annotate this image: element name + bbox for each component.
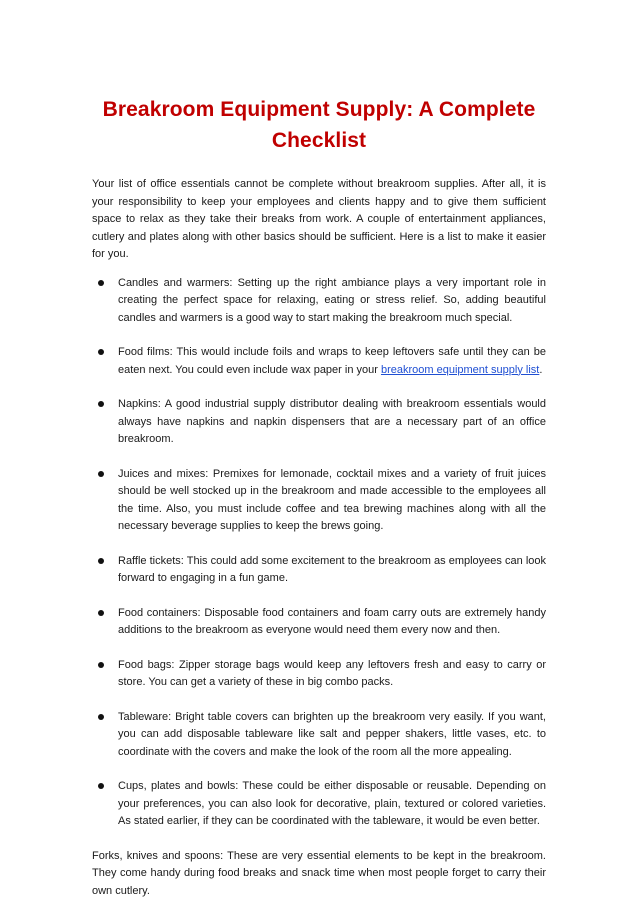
list-item (92, 344, 546, 379)
page-title: Breakroom Equipment Supply: A Complete Checklist (102, 98, 536, 152)
bullet-dot-icon (98, 610, 104, 616)
bullet-dot-icon (98, 349, 104, 355)
list-item-text: Napkins: A good industrial supply distributor dealing with breakroom essentials would always have napkins and napkin dispensers that are a necessary part of an office breakroom. (118, 398, 546, 445)
list-item (92, 778, 546, 831)
list-item (92, 396, 546, 449)
list-item-text: Food containers: Disposable food containers and foam carry outs are extremely handy additions to the breakroom as everyone would need them every now and then. (118, 606, 546, 636)
list-item-text: Candles and warmers: Setting up the right ambiance plays a very important role in creating the perfect space for relaxing, eating or stress relief. So, adding beautiful candles and warmers is a good way to start making the breakroom much special. (118, 276, 546, 324)
checklist (92, 275, 546, 831)
closing-paragraph: Forks, knives and spoons: These are very essential elements to be kept in the breakroom. They come handy during food breaks and snack time when most people forget to carry their own cutlery. (92, 849, 546, 897)
supply-list-link[interactable]: breakroom equipment supply list (380, 363, 540, 376)
list-item (92, 709, 546, 762)
list-item (92, 466, 546, 536)
bullet-dot-icon (98, 558, 104, 564)
bullet-dot-icon (98, 401, 104, 407)
list-item (92, 553, 546, 588)
list-item-text: Food films: This would include foils and wraps to keep leftovers safe until they can be eaten next. You could even include wax paper in your (118, 346, 546, 376)
list-item-text: Cups, plates and bowls: These could be either disposable or reusable. Depending on your preferences, you can also look for decorative, plain, textured or colored varieties. As stated earlier, if they can be coordinated with the tableware, it would be even better. (118, 780, 546, 827)
list-item-text: Raffle tickets: This could add some excitement to the breakroom as employees can look forward to engaging in a fun game. (118, 554, 546, 584)
bullet-dot-icon (98, 662, 104, 668)
bullet-dot-icon (98, 471, 104, 477)
bullet-dot-icon (98, 280, 104, 286)
list-item-text: Food bags: Zipper storage bags would keep any leftovers fresh and easy to carry or store. You can get a variety of these in big combo packs. (118, 658, 546, 688)
list-item (92, 605, 546, 640)
bullet-dot-icon (98, 783, 104, 789)
list-item-text-end: . (539, 363, 543, 376)
list-item (92, 275, 546, 328)
document-page (92, 94, 546, 900)
intro-paragraph: Your list of office essentials cannot be complete without breakroom supplies. After all, it is your responsibility to keep your employees and clients happy and to give them sufficient space to relax as they take their breaks from work. A couple of entertainment appliances, cutlery and plates along with other basics should be sufficient. Here is a list to make it easier for you. (92, 178, 546, 260)
list-item (92, 657, 546, 692)
list-item-text: Juices and mixes: Premixes for lemonade, cocktail mixes and a variety of fruit juices should be well stocked up in the breakroom and made accessible to the employees all the time. Also, you must include coffee and tea brewing machines along with all the necessary beverage supplies to keep the brews going. (118, 467, 546, 532)
list-item-text: Tableware: Bright table covers can brighten up the breakroom very easily. If you want, you can add disposable tableware like salt and pepper shakers, little vases, etc. to coordinate with the covers and make the look of the room all the more appealing. (118, 710, 546, 758)
bullet-dot-icon (98, 714, 104, 720)
